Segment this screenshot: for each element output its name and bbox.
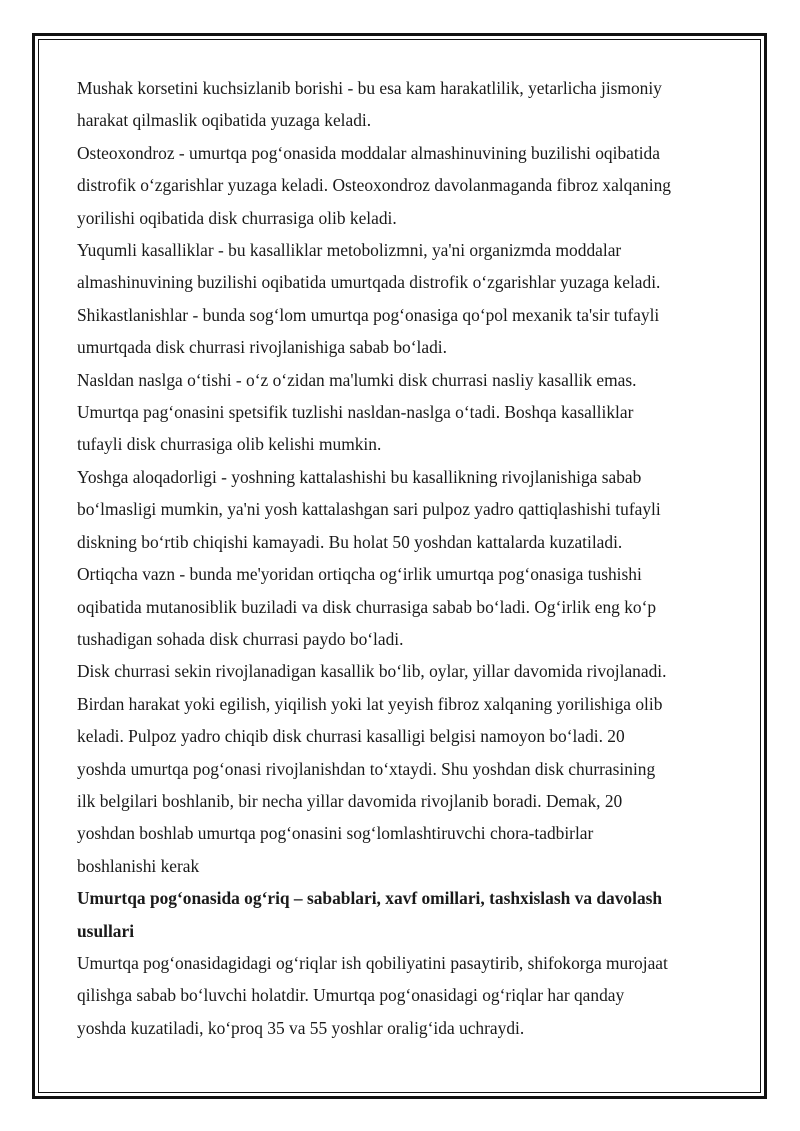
text-line: Shikastlanishlar - bunda sog‘lom umurtqa pog‘onasiga qo‘pol mexanik ta'sir tufayli xyxy=(77,304,660,325)
paragraph xyxy=(77,655,727,882)
text-line: Ortiqcha vazn - bunda me'yoridan ortiqcha og‘irlik umurtqa pog‘onasiga tushishi xyxy=(77,564,642,585)
text-line: keladi. Pulpoz yadro chiqib disk churrasi kasalligi belgisi namoyon bo‘ladi. 20 xyxy=(77,726,625,747)
paragraph xyxy=(77,234,727,299)
text-line: qilishga sabab bo‘luvchi holatdir. Umurtqa pog‘onasidagi og‘riqlar har qanday xyxy=(77,985,625,1006)
paragraph xyxy=(77,947,727,1044)
text-line: ilk belgilari boshlanib, bir necha yillar davomida rivojlanib boradi. Demak, 20 xyxy=(77,790,623,811)
paragraph xyxy=(77,299,727,364)
text-line: Mushak korsetini kuchsizlanib borishi - bu esa kam harakatlilik, yetarlicha jismoniy xyxy=(77,78,662,98)
text-line: Disk churrasi sekin rivojlanadigan kasallik bo‘lib, oylar, yillar davomida rivojlanadi. xyxy=(77,661,667,682)
text-line: harakat qilmaslik oqibatida yuzaga keladi. xyxy=(77,110,372,131)
text-line: Birdan harakat yoki egilish, yiqilish yoki lat yeyish fibroz xalqaning yorilishiga olib xyxy=(77,693,663,714)
text-line: tufayli disk churrasiga olib kelishi mumkin. xyxy=(77,434,382,455)
text-line: yoshdan boshlab umurtqa pog‘onasini sog‘lomlashtiruvchi chora-tadbirlar xyxy=(77,823,594,844)
paragraph xyxy=(77,364,727,461)
document-body xyxy=(77,72,727,1044)
text-line: Nasldan naslga o‘tishi - o‘z o‘zidan ma'lumki disk churrasi nasliy kasallik emas. xyxy=(77,369,637,390)
text-line: bo‘lmasligi mumkin, ya'ni yosh kattalashgan sari pulpoz yadro qattiqlashishi tufayli xyxy=(77,499,661,520)
text-line: umurtqada disk churrasi rivojlanishiga sabab bo‘ladi. xyxy=(77,337,447,358)
text-line: boshlanishi kerak xyxy=(77,855,200,876)
text-line: Yoshga aloqadorligi - yoshning kattalashishi bu kasallikning rivojlanishiga sabab xyxy=(77,466,642,487)
paragraph xyxy=(77,461,727,558)
text-line: distrofik o‘zgarishlar yuzaga keladi. Osteoxondroz davolanmaganda fibroz xalqaning xyxy=(77,175,671,196)
text-line: Osteoxondroz - umurtqa pog‘onasida moddalar almashinuvining buzilishi oqibatida xyxy=(77,142,660,163)
paragraph xyxy=(77,558,727,655)
text-line: yorilishi oqibatida disk churrasiga olib keladi. xyxy=(77,207,397,228)
paragraph xyxy=(77,137,727,234)
text-line: Umurtqa pag‘onasini spetsifik tuzlishi nasldan-naslga o‘tadi. Boshqa kasalliklar xyxy=(77,402,634,423)
text-line: diskning bo‘rtib chiqishi kamayadi. Bu holat 50 yoshdan kattalarda kuzatiladi. xyxy=(77,531,623,552)
text-line: Umurtqa pog‘onasida og‘riq – sabablari, xavf omillari, tashxislash va davolash xyxy=(77,888,663,909)
section-heading xyxy=(77,882,727,947)
text-line: yoshda umurtqa pog‘onasi rivojlanishdan to‘xtaydi. Shu yoshdan disk churrasining xyxy=(77,758,656,779)
text-line: oqibatida mutanosiblik buziladi va disk churrasiga sabab bo‘ladi. Og‘irlik eng ko‘p xyxy=(77,596,657,617)
text-line: yoshda kuzatiladi, ko‘proq 35 va 55 yoshlar oralig‘ida uchraydi. xyxy=(77,1017,525,1038)
text-line: tushadigan sohada disk churrasi paydo bo‘ladi. xyxy=(77,628,404,649)
text-line: Umurtqa pog‘onasidagidagi og‘riqlar ish qobiliyatini pasaytirib, shifokorga murojaat xyxy=(77,952,668,973)
text-line: Yuqumli kasalliklar - bu kasalliklar metobolizmni, ya'ni organizmda moddalar xyxy=(77,240,622,261)
paragraph xyxy=(77,72,727,137)
text-line: usullari xyxy=(77,920,135,941)
text-line: almashinuvining buzilishi oqibatida umurtqada distrofik o‘zgarishlar yuzaga keladi. xyxy=(77,272,661,293)
